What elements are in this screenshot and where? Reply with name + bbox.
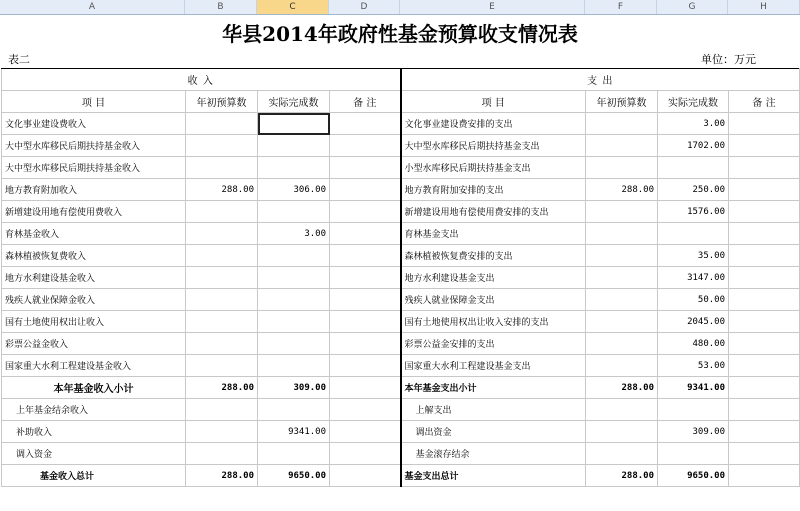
- income-subtotal-note[interactable]: [330, 377, 401, 399]
- expense-note-cell[interactable]: [729, 333, 800, 355]
- income-budget-cell[interactable]: [186, 245, 258, 267]
- sheet-title: 华县2014年政府性基金预算收支情况表: [222, 22, 578, 46]
- income-item-cell[interactable]: 森林植被恢复费收入: [2, 245, 186, 267]
- expense-budget-cell[interactable]: [586, 311, 658, 333]
- income-note-cell[interactable]: [330, 135, 401, 157]
- income-note-cell[interactable]: [330, 421, 401, 443]
- income-budget-cell[interactable]: [186, 201, 258, 223]
- column-header-e[interactable]: E: [400, 0, 585, 14]
- expense-note-cell[interactable]: [729, 113, 800, 135]
- income-item-cell[interactable]: 国有土地使用权出让收入: [2, 311, 186, 333]
- expense-item-cell[interactable]: 上解支出: [401, 399, 586, 421]
- income-section-header[interactable]: 收 入: [2, 69, 401, 91]
- expense-budget-header[interactable]: 年初预算数: [586, 91, 658, 113]
- expense-budget-cell[interactable]: [586, 443, 658, 465]
- income-item-cell[interactable]: 调入资金: [2, 443, 186, 465]
- income-item-cell[interactable]: 上年基金结余收入: [2, 399, 186, 421]
- expense-section-header[interactable]: 支 出: [401, 69, 800, 91]
- expense-total-actual[interactable]: 9650.00: [658, 465, 729, 487]
- income-subtotal-actual[interactable]: 309.00: [258, 377, 330, 399]
- expense-subtotal-note[interactable]: [729, 377, 800, 399]
- expense-budget-cell[interactable]: 288.00: [586, 179, 658, 201]
- table-row: [2, 223, 800, 245]
- expense-budget-cell[interactable]: [586, 157, 658, 179]
- expense-budget-cell[interactable]: [586, 267, 658, 289]
- expense-total-label[interactable]: 基金支出总计: [401, 465, 586, 487]
- income-item-cell[interactable]: 文化事业建设费收入: [2, 113, 186, 135]
- expense-actual-header[interactable]: 实际完成数: [658, 91, 729, 113]
- expense-budget-cell[interactable]: [586, 135, 658, 157]
- income-item-cell[interactable]: 新增建设用地有偿使用费收入: [2, 201, 186, 223]
- column-header-b[interactable]: B: [185, 0, 257, 14]
- column-header-c[interactable]: C: [257, 0, 329, 14]
- income-budget-header[interactable]: 年初预算数: [186, 91, 258, 113]
- income-total-budget[interactable]: 288.00: [186, 465, 258, 487]
- table-number-label: 表二: [8, 53, 30, 66]
- expense-total-note[interactable]: [729, 465, 800, 487]
- expense-budget-cell[interactable]: [586, 201, 658, 223]
- expense-item-cell[interactable]: 育林基金支出: [401, 223, 586, 245]
- income-item-cell[interactable]: 补助收入: [2, 421, 186, 443]
- income-note-cell[interactable]: [330, 311, 401, 333]
- expense-note-cell[interactable]: [729, 201, 800, 223]
- income-budget-cell[interactable]: [186, 333, 258, 355]
- income-item-cell[interactable]: 彩票公益金收入: [2, 333, 186, 355]
- table-row: [2, 355, 800, 377]
- expense-item-cell[interactable]: 大中型水库移民后期扶持基金支出: [401, 135, 586, 157]
- income-budget-cell[interactable]: [186, 135, 258, 157]
- data-rows: [2, 113, 800, 377]
- income-budget-cell[interactable]: [186, 267, 258, 289]
- income-note-cell[interactable]: [330, 267, 401, 289]
- income-actual-cell[interactable]: 3.00: [258, 223, 330, 245]
- expense-total-budget[interactable]: 288.00: [586, 465, 658, 487]
- extra-row: [2, 399, 800, 421]
- income-note-cell[interactable]: [330, 333, 401, 355]
- extra-row: [2, 421, 800, 443]
- expense-note-cell[interactable]: [729, 443, 800, 465]
- expense-note-cell[interactable]: [729, 311, 800, 333]
- expense-budget-cell[interactable]: [586, 223, 658, 245]
- expense-note-cell[interactable]: [729, 289, 800, 311]
- expense-actual-cell[interactable]: 3.00: [658, 113, 729, 135]
- income-note-cell[interactable]: [330, 245, 401, 267]
- income-actual-cell[interactable]: [258, 333, 330, 355]
- expense-actual-cell[interactable]: 3147.00: [658, 267, 729, 289]
- expense-item-cell[interactable]: 文化事业建设费安排的支出: [401, 113, 586, 135]
- income-total-label[interactable]: 基金收入总计: [2, 465, 186, 487]
- column-header-g[interactable]: G: [657, 0, 728, 14]
- income-item-cell[interactable]: 大中型水库移民后期扶持基金收入: [2, 157, 186, 179]
- expense-actual-cell[interactable]: 53.00: [658, 355, 729, 377]
- income-note-header[interactable]: 备 注: [330, 91, 401, 113]
- table-row: [2, 267, 800, 289]
- expense-note-cell[interactable]: [729, 355, 800, 377]
- income-actual-cell[interactable]: [258, 135, 330, 157]
- expense-actual-cell[interactable]: 1576.00: [658, 201, 729, 223]
- expense-item-cell[interactable]: 地方教育附加安排的支出: [401, 179, 586, 201]
- expense-note-cell[interactable]: [729, 157, 800, 179]
- expense-actual-cell[interactable]: 35.00: [658, 245, 729, 267]
- expense-item-cell[interactable]: 残疾人就业保障金支出: [401, 289, 586, 311]
- income-actual-cell[interactable]: [258, 267, 330, 289]
- expense-note-cell[interactable]: [729, 223, 800, 245]
- income-note-cell[interactable]: [330, 289, 401, 311]
- expense-item-cell[interactable]: 小型水库移民后期扶持基金支出: [401, 157, 586, 179]
- expense-actual-cell[interactable]: 1702.00: [658, 135, 729, 157]
- expense-subtotal-budget[interactable]: 288.00: [586, 377, 658, 399]
- expense-budget-cell[interactable]: [586, 333, 658, 355]
- income-note-cell[interactable]: [330, 201, 401, 223]
- income-actual-cell[interactable]: 9341.00: [258, 421, 330, 443]
- income-item-header[interactable]: 项 目: [2, 91, 186, 113]
- income-budget-cell[interactable]: [186, 443, 258, 465]
- income-actual-cell[interactable]: [258, 443, 330, 465]
- expense-note-cell[interactable]: [729, 179, 800, 201]
- income-item-cell[interactable]: 残疾人就业保障金收入: [2, 289, 186, 311]
- table-row: [2, 245, 800, 267]
- income-note-cell[interactable]: [330, 113, 401, 135]
- expense-actual-cell[interactable]: 2045.00: [658, 311, 729, 333]
- expense-note-cell[interactable]: [729, 245, 800, 267]
- income-note-cell[interactable]: [330, 355, 401, 377]
- expense-actual-cell[interactable]: [658, 157, 729, 179]
- expense-budget-cell[interactable]: [586, 245, 658, 267]
- expense-actual-cell[interactable]: 50.00: [658, 289, 729, 311]
- income-total-actual[interactable]: 9650.00: [258, 465, 330, 487]
- budget-table: [1, 68, 800, 487]
- income-actual-cell[interactable]: [258, 399, 330, 421]
- table-row: [2, 179, 800, 201]
- expense-budget-cell[interactable]: [586, 289, 658, 311]
- expense-subtotal-actual[interactable]: 9341.00: [658, 377, 729, 399]
- table-row: [2, 201, 800, 223]
- unit-label: 单位：万元: [701, 53, 756, 66]
- income-item-cell[interactable]: 育林基金收入: [2, 223, 186, 245]
- income-budget-cell[interactable]: [186, 223, 258, 245]
- income-budget-cell[interactable]: [186, 113, 258, 135]
- table-row: [2, 333, 800, 355]
- expense-note-cell[interactable]: [729, 135, 800, 157]
- column-header-a[interactable]: A: [0, 0, 185, 14]
- income-actual-cell[interactable]: [258, 201, 330, 223]
- expense-budget-cell[interactable]: [586, 421, 658, 443]
- income-item-cell[interactable]: 国家重大水利工程建设基金收入: [2, 355, 186, 377]
- expense-actual-cell[interactable]: 480.00: [658, 333, 729, 355]
- expense-actual-cell[interactable]: [658, 399, 729, 421]
- expense-item-cell[interactable]: 国有土地使用权出让收入安排的支出: [401, 311, 586, 333]
- income-subtotal-budget[interactable]: 288.00: [186, 377, 258, 399]
- income-budget-cell[interactable]: [186, 311, 258, 333]
- expense-item-cell[interactable]: 国家重大水利工程建设基金支出: [401, 355, 586, 377]
- expense-budget-cell[interactable]: [586, 399, 658, 421]
- column-header-bar: [0, 0, 800, 15]
- column-header-h[interactable]: H: [728, 0, 800, 14]
- income-total-note[interactable]: [330, 465, 401, 487]
- expense-item-header[interactable]: 项 目: [401, 91, 586, 113]
- extra-row: [2, 443, 800, 465]
- expense-note-header[interactable]: 备 注: [729, 91, 800, 113]
- income-budget-cell[interactable]: 288.00: [186, 179, 258, 201]
- table-row: [2, 113, 800, 135]
- expense-subtotal-label[interactable]: 本年基金支出小计: [401, 377, 586, 399]
- expense-budget-cell[interactable]: [586, 355, 658, 377]
- income-actual-cell[interactable]: [258, 245, 330, 267]
- income-note-cell[interactable]: [330, 223, 401, 245]
- income-note-cell[interactable]: [330, 157, 401, 179]
- expense-actual-cell[interactable]: 250.00: [658, 179, 729, 201]
- income-actual-cell[interactable]: 306.00: [258, 179, 330, 201]
- expense-note-cell[interactable]: [729, 267, 800, 289]
- expense-item-cell[interactable]: 基金滚存结余: [401, 443, 586, 465]
- expense-budget-cell[interactable]: [586, 113, 658, 135]
- income-budget-cell[interactable]: [186, 421, 258, 443]
- income-budget-cell[interactable]: [186, 289, 258, 311]
- table-row: [2, 289, 800, 311]
- extra-rows: [2, 399, 800, 465]
- expense-item-cell[interactable]: 新增建设用地有偿使用费安排的支出: [401, 201, 586, 223]
- table-row: [2, 311, 800, 333]
- expense-item-cell[interactable]: 森林植被恢复费安排的支出: [401, 245, 586, 267]
- income-budget-cell[interactable]: [186, 399, 258, 421]
- income-actual-cell[interactable]: [258, 157, 330, 179]
- income-item-cell[interactable]: 地方水利建设基金收入: [2, 267, 186, 289]
- income-budget-cell[interactable]: [186, 355, 258, 377]
- table-row: [2, 135, 800, 157]
- expense-note-cell[interactable]: [729, 421, 800, 443]
- income-note-cell[interactable]: [330, 399, 401, 421]
- column-header-d[interactable]: D: [329, 0, 400, 14]
- income-actual-cell[interactable]: [258, 311, 330, 333]
- income-item-cell[interactable]: 地方教育附加收入: [2, 179, 186, 201]
- income-actual-header[interactable]: 实际完成数: [258, 91, 330, 113]
- income-actual-cell[interactable]: [258, 113, 330, 135]
- income-note-cell[interactable]: [330, 443, 401, 465]
- income-note-cell[interactable]: [330, 179, 401, 201]
- expense-actual-cell[interactable]: [658, 443, 729, 465]
- income-item-cell[interactable]: 大中型水库移民后期扶持基金收入: [2, 135, 186, 157]
- income-actual-cell[interactable]: [258, 355, 330, 377]
- table-row: [2, 157, 800, 179]
- expense-actual-cell[interactable]: 309.00: [658, 421, 729, 443]
- expense-item-cell[interactable]: 彩票公益金安排的支出: [401, 333, 586, 355]
- expense-note-cell[interactable]: [729, 399, 800, 421]
- column-header-f[interactable]: F: [585, 0, 657, 14]
- expense-item-cell[interactable]: 地方水利建设基金支出: [401, 267, 586, 289]
- income-actual-cell[interactable]: [258, 289, 330, 311]
- expense-actual-cell[interactable]: [658, 223, 729, 245]
- expense-item-cell[interactable]: 调出资金: [401, 421, 586, 443]
- income-subtotal-label[interactable]: 本年基金收入小计: [2, 377, 186, 399]
- income-budget-cell[interactable]: [186, 157, 258, 179]
